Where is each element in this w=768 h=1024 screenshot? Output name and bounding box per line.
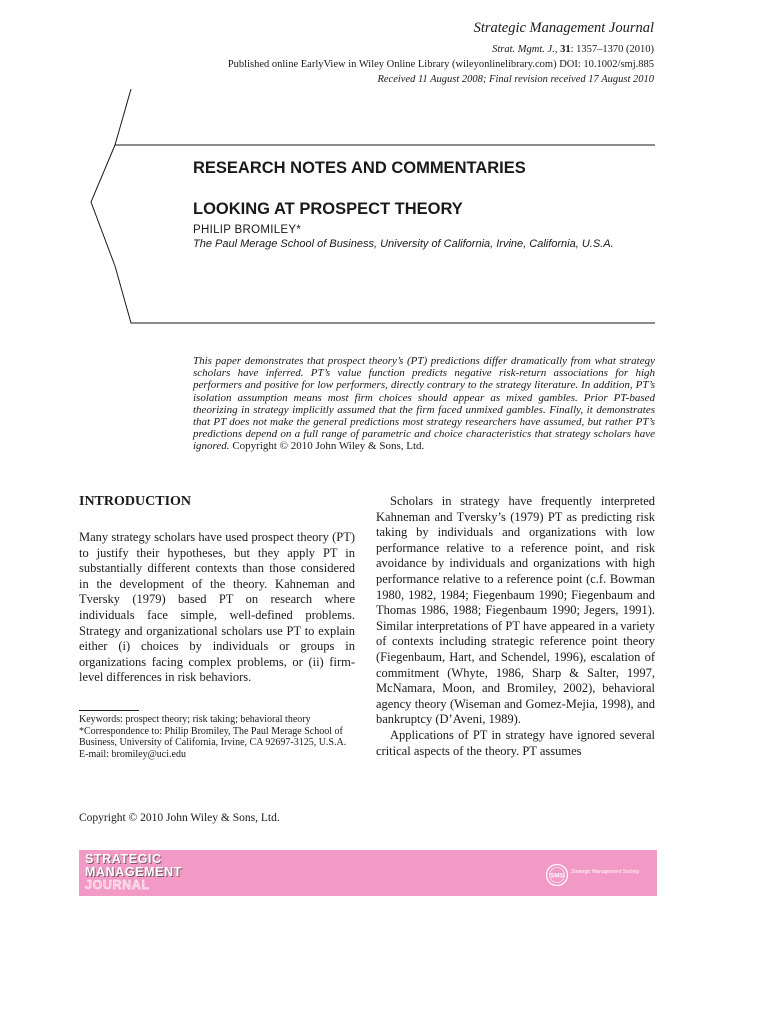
journal-banner: [79, 850, 657, 896]
society-name: Strategic Management Society: [571, 869, 640, 875]
received-line: Received 11 August 2008; Final revision received 17 August 2010: [377, 74, 654, 85]
article-title: LOOKING AT PROSPECT THEORY: [193, 200, 463, 218]
abstract-text: This paper demonstrates that prospect theory’s (PT) predictions differ dramatically from what strategy scholars have inferred. PT’s value function predicts negative risk-return associations for high performers and positive for low performers, directly contrary to the strategy literature. In addition, PT’s isolation assumption means most firm choices should appear as mixed gambles. Prior PT-based theorizing in strategy implicitly assumed that the firm faced unmixed gambles. Finally, it demonstrates that PT does not make the general predictions most strategy researchers have assumed, but rather PT’s predictions depend on a full range of parametric and choice characteristics that strategy scholars have ignored.: [193, 355, 655, 453]
left-paragraph: Many strategy scholars have used prospect theory (PT) to justify their hypotheses, but they apply PT in substantially different contexts than those considered in the development of the theory. Kahneman and Tversky (1979) based PT on research where individuals face simple, well-defined problems. Strategy and organizational scholars use PT to explain either (i) choices by individuals or groups in organizations facing complex problems, or (ii) firm-level differences in risk behaviors.: [79, 530, 355, 685]
copyright-line: Copyright © 2010 John Wiley & Sons, Ltd.: [79, 812, 280, 824]
section-label: RESEARCH NOTES AND COMMENTARIES: [193, 159, 526, 177]
logo-line-strategic: STRATEGIC: [85, 852, 162, 866]
journal-logo: [85, 853, 182, 892]
abstract: [193, 355, 655, 453]
keywords: Keywords: prospect theory; risk taking; behavioral theory: [79, 714, 311, 725]
logo-line-journal: JOURNAL: [85, 878, 150, 892]
logo-line-management: MANAGEMENT: [85, 865, 182, 879]
footnote-divider: [79, 710, 139, 711]
correspondence: *Correspondence to: Philip Bromiley, The Paul Merage School of Business, University of California, Irvine, CA 92697-3125, U.S.A. E-mail: bromiley@uci.edu: [79, 725, 347, 760]
citation-volume: 31: [560, 44, 571, 55]
journal-citation: Strat. Mgmt. J., 31: 1357–1370 (2010): [492, 44, 654, 55]
citation-prefix: Strat. Mgmt. J.: [492, 44, 555, 55]
citation-suffix: : 1357–1370 (2010): [570, 44, 654, 55]
author-name: PHILIP BROMILEY*: [193, 224, 302, 236]
author-affiliation: The Paul Merage School of Business, University of California, Irvine, California, U.S.A.: [193, 238, 614, 250]
sms-emblem-icon: [545, 863, 569, 887]
introduction-heading: INTRODUCTION: [79, 494, 192, 509]
right-paragraph-2: Applications of PT in strategy have ignored several critical aspects of the theory. PT assumes: [376, 727, 655, 758]
footnote: [79, 714, 357, 760]
right-column: [376, 494, 655, 759]
sms-emblem-label: SMS: [549, 872, 565, 880]
left-column: [79, 530, 355, 686]
journal-name: Strategic Management Journal: [473, 20, 654, 36]
abstract-copyright: Copyright © 2010 John Wiley & Sons, Ltd.: [229, 440, 425, 453]
published-line: Published online EarlyView in Wiley Online Library (wileyonlinelibrary.com) DOI: 10.1002/smj.885: [227, 59, 654, 70]
right-paragraph-1: Scholars in strategy have frequently interpreted Kahneman and Tversky’s (1979) PT as predicting risk taking by individuals and organizations with low performance relative to a reference point, and risk avoidance by individuals and organizations with high performance relative to a reference point (c.f. Bowman 1980, 1982, 1984; Fiegenbaum 1990; Fiegenbaum and Thomas 1986, 1988; Fiegenbaum 1990; Jegers, 1991). Similar interpretations of PT have appeared in a variety of contexts including strategic reference point theory (Fiegenbaum, Hart, and Schendel, 1996), escalation of commitment (Whyte, 1986, Sharp & Salter, 1997, McNamara, Moon, and Bromiley, 2002), behavioral agency theory (Wiseman and Gomez-Mejia, 1998), and bankruptcy (D’Aveni, 1989).: [376, 494, 655, 727]
